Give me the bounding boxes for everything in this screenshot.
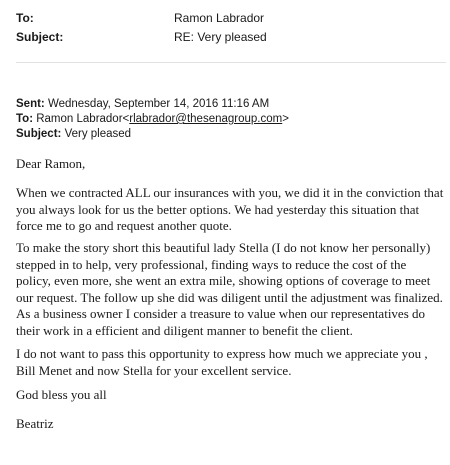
body-paragraph-3: I do not want to pass this opportunity to express how much we appreciate you , Bill Menet and now Stella for your excellent service.	[16, 346, 428, 378]
signature: Beatriz	[16, 416, 54, 431]
original-subject-value: Very pleased	[64, 128, 132, 140]
to-label: To:	[16, 11, 34, 25]
reply-to-row	[16, 9, 265, 27]
original-to-row: To: Ramon Labrador<rlabrador@thesenagroup.com>	[16, 113, 289, 125]
subject-label: Subject:	[16, 30, 64, 44]
body-paragraph-1: When we contracted ALL our insurances with you, we did it in the conviction that you always look for us the better options. We had yesterday this situation that force me to go and request another quote.	[16, 185, 444, 233]
body-paragraph-2: To make the story short this beautiful lady Stella (I do not know her personally) stepped in to help, very professional, finding ways to reduce the cost of the policy, even more, she went an extra mile, showing options of coverage to meet our request. The follow up she did was diligent until the adjustment was finalized. As a business owner I consider a treasure to value when our representatives do their work in a efficient and diligent manner to benefit the client.	[16, 240, 443, 338]
original-to-email-link[interactable]: rlabrador@thesenagroup.com	[129, 113, 283, 125]
original-to-name: Ramon Labrador	[36, 113, 123, 125]
reply-subject-row	[16, 28, 267, 46]
sent-label: Sent:	[16, 98, 45, 110]
closing-line: God bless you all	[16, 387, 107, 402]
original-to-label: To:	[16, 113, 34, 125]
sent-value: Wednesday, September 14, 2016 11:16 AM	[47, 98, 270, 110]
sent-row	[16, 97, 269, 112]
header-divider	[16, 62, 446, 63]
subject-value: RE: Very pleased	[174, 30, 267, 44]
greeting: Dear Ramon,	[16, 156, 86, 171]
original-subject-row	[16, 127, 131, 142]
to-value: Ramon Labrador	[174, 11, 265, 25]
original-subject-label: Subject:	[16, 128, 62, 140]
